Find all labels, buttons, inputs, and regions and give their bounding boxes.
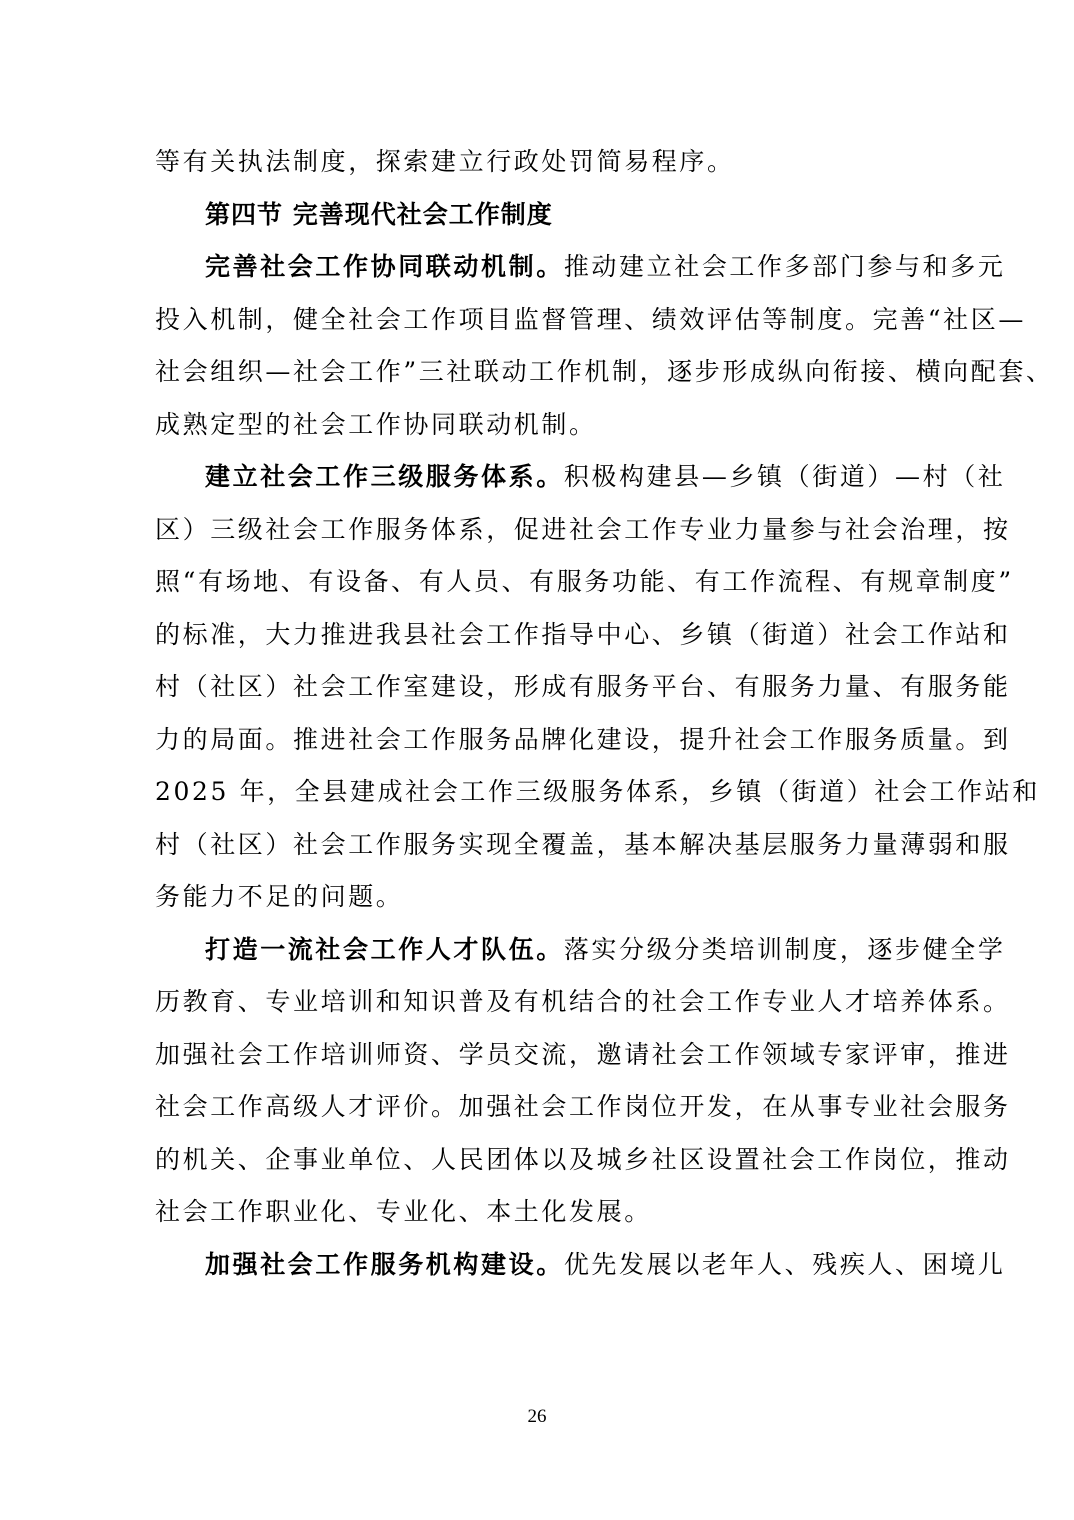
paragraph-collaboration-mechanism: [155, 249, 1054, 443]
text-line: 社会工作职业化、专业化、本土化发展。: [155, 1197, 652, 1226]
text-line: 加强社会工作培训师资、学员交流，邀请社会工作领域专家评审，推进: [155, 1039, 1011, 1069]
text-line: 社会组织—社会工作”三社联动工作机制，逐步形成纵向衔接、横向配套、: [155, 357, 1054, 386]
paragraph-lead: 加强社会工作服务机构建设。: [205, 1249, 564, 1279]
paragraph-continuation: [155, 144, 945, 180]
paragraph-lead: 打造一流社会工作人才队伍。: [205, 934, 564, 964]
paragraph-service-system: [155, 459, 1040, 915]
paragraph-talent-team: [155, 932, 1011, 1231]
text-line: 村（社区）社会工作服务实现全覆盖，基本解决基层服务力量薄弱和服: [155, 829, 1011, 859]
text-line: 历教育、专业培训和知识普及有机结合的社会工作专业人才培养体系。: [155, 987, 1011, 1016]
page-body: [155, 144, 1054, 1283]
text-line: 的标准，大力推进我县社会工作指导中心、乡镇（街道）社会工作站和: [155, 619, 1011, 649]
text-line: 村（社区）社会工作室建设，形成有服务平台、有服务力量、有服务能: [155, 672, 1011, 701]
text-line: 的机关、企事业单位、人民团体以及城乡社区设置社会工作岗位，推动: [155, 1144, 1011, 1174]
text-line: 优先发展以老年人、残疾人、困境儿: [563, 1249, 1006, 1279]
text-line: 落实分级分类培训制度，逐步健全学: [563, 934, 1006, 964]
text-line: 力的局面。推进社会工作服务品牌化建设，提升社会工作服务质量。到: [155, 724, 1011, 754]
text-line: 等有关执法制度，探索建立行政处罚简易程序。: [155, 147, 735, 176]
text-line: 社会工作高级人才评价。加强社会工作岗位开发，在从事专业社会服务: [155, 1092, 1011, 1121]
text-line: 成熟定型的社会工作协同联动机制。: [155, 409, 597, 439]
section-heading: 第四节 完善现代社会工作制度: [205, 199, 553, 229]
text-line: 照“有场地、有设备、有人员、有服务功能、有工作流程、有规章制度”: [155, 567, 1014, 596]
text-line: 区）三级社会工作服务体系，促进社会工作专业力量参与社会治理，按: [155, 514, 1011, 544]
text-line: 2025 年，全县建成社会工作三级服务体系，乡镇（街道）社会工作站和: [155, 777, 1040, 806]
paragraph-lead: 完善社会工作协同联动机制。: [205, 252, 564, 281]
paragraph-lead: 建立社会工作三级服务体系。: [205, 462, 564, 491]
text-line: 务能力不足的问题。: [155, 882, 404, 911]
text-line: 推动建立社会工作多部门参与和多元: [563, 252, 1006, 281]
paragraph-service-organizations: [155, 1247, 1006, 1283]
text-line: 积极构建县—乡镇（街道）—村（社: [563, 462, 1006, 491]
text-line: 投入机制，健全社会工作项目监督管理、绩效评估等制度。完善“社区—: [155, 304, 1026, 334]
page-number: 26: [527, 1406, 547, 1427]
